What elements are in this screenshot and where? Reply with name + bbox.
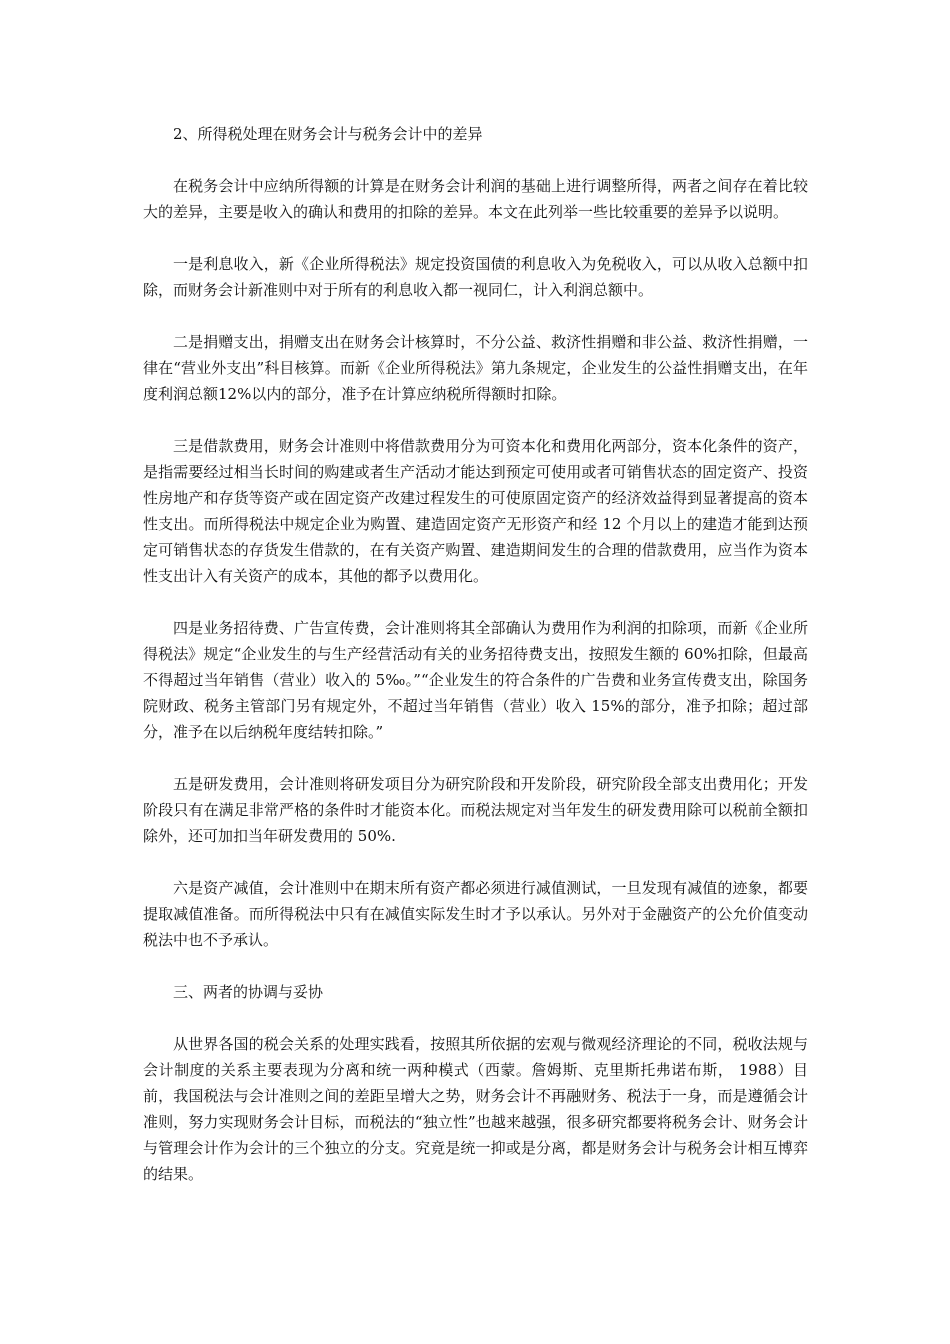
paragraph-donation-expense: 二是捐赠支出，捐赠支出在财务会计核算时，不分公益、救济性捐赠和非公益、救济性捐赠，一律在“营业外支出”科目核算。而新《企业所得税法》第九条规定，企业发生的公益性捐赠支出，在年度利润总额12%以内的部分，准予在计算应纳税所得额时扣除。 [143, 333, 808, 403]
paragraph-interest-income: 一是利息收入，新《企业所得税法》规定投资国债的利息收入为免税收入，可以从收入总额中扣除，而财务会计新准则中对于所有的利息收入都一视同仁，计入利润总额中。 [143, 255, 808, 299]
document-body [143, 121, 808, 1213]
paragraph-asset-impairment: 六是资产减值，会计准则中在期末所有资产都必须进行减值测试，一旦发现有减值的迹象，都要提取减值准备。而所得税法中只有在减值实际发生时才予以承认。另外对于金融资产的公允价值变动税法中也不予承认。 [143, 879, 808, 949]
section-heading-differences: 2、所得税处理在财务会计与税务会计中的差异 [173, 125, 483, 143]
paragraph-entertainment-advertising: 四是业务招待费、广告宣传费，会计准则将其全部确认为费用作为利润的扣除项，而新《企业所得税法》规定“企业发生的与生产经营活动有关的业务招待费支出，按照发生额的 60%扣除，但最高不得超过当年销售（营业）收入的 5‰。”“企业发生的符合条件的广告费和业务宣传费支出，除国务院财政、税务主管部门另有规定外，不超过当年销售（营业）收入 15%的部分，准予扣除；超过部分，准予在以后纳税年度结转扣除。” [143, 619, 808, 741]
paragraph-intro: 在税务会计中应纳所得额的计算是在财务会计利润的基础上进行调整所得，两者之间存在着比较大的差异，主要是收入的确认和费用的扣除的差异。本文在此列举一些比较重要的差异予以说明。 [143, 177, 808, 221]
paragraph-rd-expense: 五是研发费用，会计准则将研发项目分为研究阶段和开发阶段，研究阶段全部支出费用化；开发阶段只有在满足非常严格的条件时才能资本化。而税法规定对当年发生的研发费用除可以税前全额扣除外，还可加扣当年研发费用的 50%. [143, 775, 808, 845]
paragraph-conclusion: 从世界各国的税会关系的处理实践看，按照其所依据的宏观与微观经济理论的不同，税收法规与会计制度的关系主要表现为分离和统一两种模式（西蒙。詹姆斯、克里斯托弗诺布斯， 1988）目前，我国税法与会计准则之间的差距呈增大之势，财务会计不再融财务、税法于一身，而是遵循会计准则，努力实现财务会计目标，而税法的“独立性”也越来越强，很多研究都要将税务会计、财务会计与管理会计作为会计的三个独立的分支。究竟是统一抑或是分离，都是财务会计与税务会计相互博弈的结果。 [143, 1035, 808, 1183]
paragraph-borrowing-costs: 三是借款费用，财务会计准则中将借款费用分为可资本化和费用化两部分，资本化条件的资产，是指需要经过相当长时间的购建或者生产活动才能达到预定可使用或者可销售状态的固定资产、投资性房地产和存货等资产或在固定资产改建过程发生的可使原固定资产的经济效益得到显著提高的资本性支出。而所得税法中规定企业为购置、建造固定资产无形资产和经 12 个月以上的建造才能到达预定可销售状态的存货发生借款的，在有关资产购置、建造期间发生的合理的借款费用，应当作为资本性支出计入有关资产的成本，其他的都予以费用化。 [143, 437, 808, 585]
section-heading-coordination: 三、两者的协调与妥协 [173, 983, 324, 1001]
